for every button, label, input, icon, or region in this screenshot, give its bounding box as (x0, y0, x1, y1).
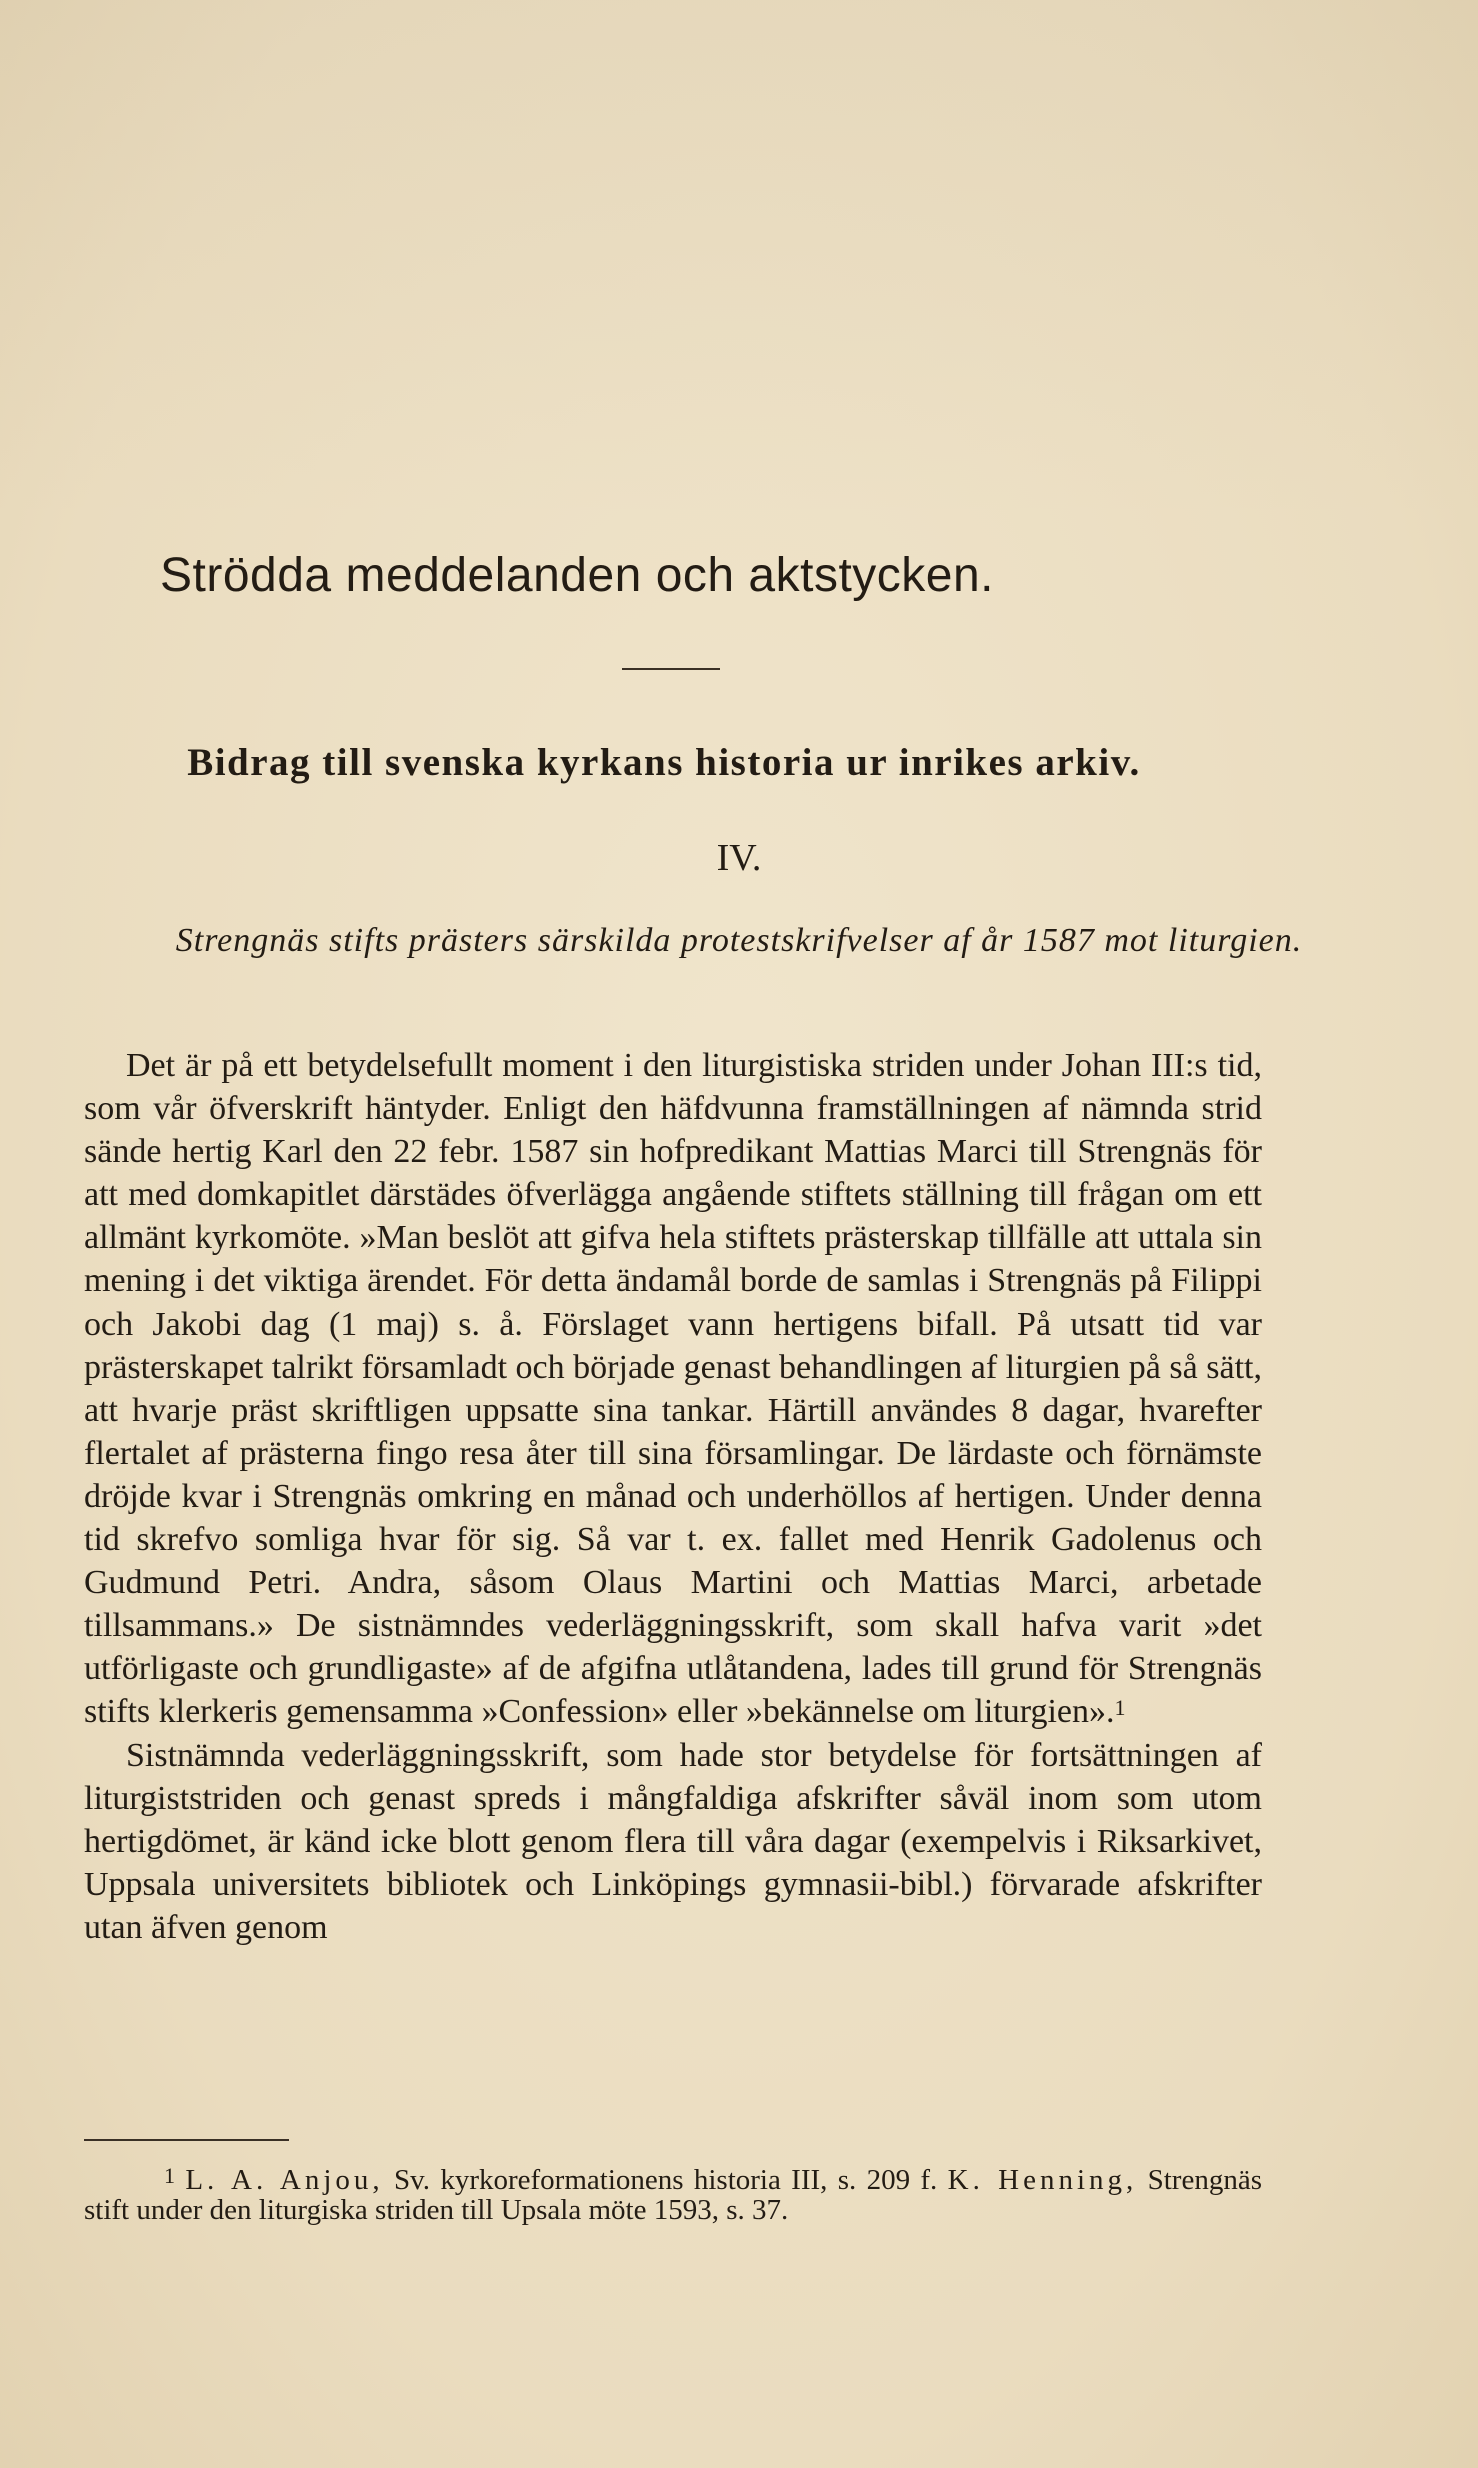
footnote-text: Strengnäs stift under den liturgiska striden till Upsala möte 1593, s. 37. (84, 2164, 1262, 2226)
title-rule (622, 668, 720, 670)
footnote (84, 2165, 1262, 2225)
paragraph (84, 1734, 1262, 1949)
footnote-marker: 1 (164, 2163, 175, 2188)
footnote-rule (84, 2139, 289, 2141)
section-title: Strödda meddelanden och aktstycken. (160, 549, 995, 602)
paragraph-text: Sistnämnda vederläggningsskrift, som hade stor betydelse för fortsättningen af liturgiststriden och genast spreds i mångfaldiga afskrifter såväl inom som utom hertigdömet, är känd icke blott genom flera till våra dagar (exempelvis i Riksarkivet, Uppsala universitets bibliotek och Linköpings gymnasii-bibl.) förvarade afskrifter utan äfven genom (84, 1736, 1262, 1946)
body-text (84, 1044, 1262, 1949)
part-number: IV. (716, 837, 762, 879)
footnote-author: K. Henning, (947, 2164, 1138, 2196)
footnote-text: Sv. kyrkoreformationens historia III, s. 209 f. (394, 2164, 938, 2196)
paragraph (84, 1044, 1262, 1734)
subtitle: Strengnäs stifts prästers särskilda protestskrifvelser af år 1587 mot liturgien. (175, 922, 1303, 959)
footnote-author: L. A. Anjou, (185, 2164, 384, 2196)
bleed-through-area (0, 0, 1478, 520)
article-title: Bidrag till svenska kyrkans historia ur inrikes arkiv. (187, 741, 1141, 784)
footnote-ref[interactable]: 1 (1114, 1695, 1126, 1721)
paragraph-text: Det är på ett betydelsefullt moment i den liturgistiska striden under Johan III:s tid, som vår öfverskrift häntyder. Enligt den häfdvunna framställningen af nämnda strid sände hertig Karl den 22 febr. 1587 sin hofpredikant Mattias Marci till Strengnäs för att med domkapitlet därstädes öfverlägga angående stiftets ställning till frågan om ett allmänt kyrkomöte. »Man beslöt att gifva hela stiftets prästerskap tillfälle att uttala sin mening i det viktiga ärendet. För detta ändamål borde de samlas i Strengnäs på Filippi och Jakobi dag (1 maj) s. å. Förslaget vann hertigens bifall. På utsatt tid var prästerskapet talrikt församladt och började genast behandlingen af liturgien på så sätt, att hvarje präst skriftligen uppsatte sina tankar. Härtill användes 8 dagar, hvarefter flertalet af prästerna fingo resa åter till sina församlingar. De lärdaste och förnämste dröjde kvar i Strengnäs omkring en månad och underhöllos af hertigen. Under denna tid skrefvo somliga hvar för sig. Så var t. ex. fallet med Henrik Gadolenus och Gudmund Petri. Andra, såsom Olaus Martini och Mattias Marci, arbetade tillsammans.» De sistnämndes vederläggningsskrift, som skall hafva varit »det utförligaste och grundligaste» af de afgifna utlåtandena, lades till grund för Strengnäs stifts klerkeris gemensamma »Confession» eller »bekännelse om liturgien». (84, 1047, 1262, 1731)
